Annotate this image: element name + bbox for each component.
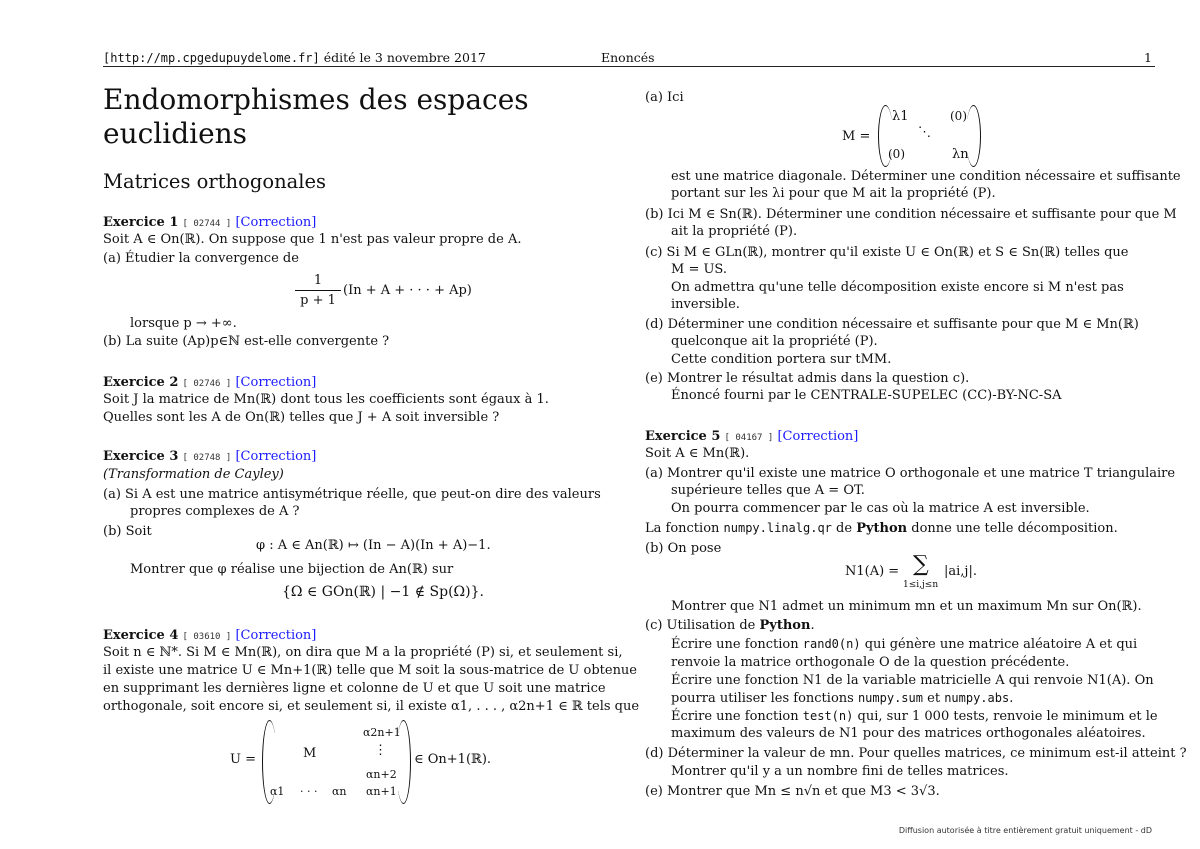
- ex1-frac-rest: (In + A + · · · + Ap): [343, 283, 472, 298]
- ex3-line: Montrer que φ réalise une bijection de An(ℝ) sur: [130, 562, 454, 577]
- ex4-label: Exercice 4: [103, 628, 179, 643]
- header-date: édité le 3 novembre 2017: [323, 50, 486, 65]
- ex5-c-line2: [671, 636, 1137, 653]
- ex4-M-lambda1: λ1: [892, 109, 909, 124]
- ex5-d-text2: Montrer qu'il y a un nombre fini de telles matrices.: [671, 764, 1009, 779]
- ex2-line2: Quelles sont les A de On(ℝ) telles que J + A soit inversible ?: [103, 410, 500, 425]
- ex5-python-mid: de: [836, 521, 853, 536]
- ex5-c5-code2: numpy.abs: [944, 691, 1010, 705]
- page-number: 1: [1144, 50, 1152, 65]
- ex5-a-text3: On pourra commencer par le cas où la matrice A est inversible.: [671, 501, 1090, 516]
- ex2-correction-link[interactable]: [Correction]: [235, 375, 317, 390]
- ex3-formula2: {Ω ∈ GOn(ℝ) | −1 ∉ Sp(Ω)}.: [282, 584, 484, 600]
- ex4-correction-link[interactable]: [Correction]: [235, 628, 317, 643]
- ex5-python-bold: Python: [856, 521, 908, 536]
- ex5-label: Exercice 5: [645, 429, 721, 444]
- ex1-a: (a) Étudier la convergence de: [103, 251, 299, 266]
- ex3-formula1: φ : A ∈ An(ℝ) ↦ (In − A)(In + A)−1.: [256, 538, 491, 553]
- ex4-U-a1: α1: [270, 785, 285, 798]
- ex4-d-text3: Cette condition portera sur tMM.: [671, 352, 892, 367]
- header-url[interactable]: [http://mp.cpgedupuydelome.fr]: [103, 51, 320, 65]
- ex5-correction-link[interactable]: [Correction]: [777, 429, 859, 444]
- ex5-c6-pre: Écrire une fonction: [671, 709, 799, 724]
- ex5-a-text1: (a) Montrer qu'il existe une matrice O orthogonale et une matrice T triangulaire: [645, 466, 1176, 481]
- ex3-b: (b) Soit: [103, 524, 152, 539]
- ex5-python-code: numpy.linalg.qr: [723, 521, 832, 535]
- ex1-intro: Soit A ∈ On(ℝ). On suppose que 1 n'est pas valeur propre de A.: [103, 232, 522, 247]
- ex4-U-M: M: [303, 746, 317, 761]
- ex4-line1: Soit n ∈ ℕ*. Si M ∈ Mn(ℝ), on dira que M a la propriété (P) si, et seulement si,: [103, 645, 623, 660]
- ex5-N-eq: N1(A) =: [845, 564, 900, 579]
- header-section: Enoncés: [601, 50, 655, 65]
- ex4-d-text2: quelconque ait la propriété (P).: [671, 334, 878, 349]
- ex5-c-line6: [671, 708, 1158, 725]
- ex4-U-end: ∈ On+1(ℝ).: [414, 752, 492, 767]
- ex1-frac-num: 1: [313, 273, 323, 288]
- ex4-U-a2n1: α2n+1: [363, 726, 401, 739]
- ex5-c2-post: qui génère une matrice aléatoire A et qui: [864, 637, 1138, 652]
- ex3-heading: [103, 448, 316, 467]
- ex5-python-line: [645, 520, 1118, 537]
- ex5-c5-code1: numpy.sum: [857, 691, 923, 705]
- ex2-label: Exercice 2: [103, 375, 179, 390]
- header-left: [103, 50, 486, 65]
- ex4-U-cdots: · · ·: [300, 785, 318, 798]
- ex3-a2: propres complexes de A ?: [130, 504, 300, 519]
- ex5-intro: Soit A ∈ Mn(ℝ).: [645, 446, 750, 461]
- ex4-M-eq: M =: [842, 129, 871, 144]
- ex3-label: Exercice 3: [103, 449, 179, 464]
- ex3-a1: (a) Si A est une matrice antisymétrique réelle, que peut-on dire des valeurs: [103, 487, 601, 502]
- ex5-c-heading: [645, 617, 815, 634]
- ex4-c-text2: M = US.: [671, 262, 727, 277]
- ex4-e-text1: (e) Montrer le résultat admis dans la question c).: [645, 371, 970, 386]
- ex5-a-text2: supérieure telles que A = OT.: [671, 483, 865, 498]
- ex1-a-end: lorsque p → +∞.: [130, 316, 237, 331]
- ex4-c-text1: (c) Si M ∈ GLn(ℝ), montrer qu'il existe U ∈ On(ℝ) et S ∈ Sn(ℝ) telles que: [645, 245, 1129, 260]
- ex4-c-text4: inversible.: [671, 297, 740, 312]
- ex5-code: [ 04167 ]: [724, 433, 774, 443]
- ex4-a-text2: portant sur les λi pour que M ait la propriété (P).: [671, 186, 996, 201]
- ex2-line1: Soit J la matrice de Mn(ℝ) dont tous les coefficients sont égaux à 1.: [103, 392, 549, 407]
- ex3-code: [ 02748 ]: [182, 453, 232, 463]
- ex5-c6-code: test(n): [802, 709, 854, 723]
- ex5-b-text2: Montrer que N1 admet un minimum mn et un maximum Mn sur On(ℝ).: [671, 599, 1142, 614]
- doc-title-line2: euclidiens: [103, 117, 248, 150]
- ex5-c5-mid: et: [927, 691, 941, 706]
- ex4-e-source: Énoncé fourni par le CENTRALE-SUPELEC (CC)-BY-NC-SA: [671, 388, 1062, 403]
- ex5-c-line5: [671, 690, 1013, 707]
- ex5-d-text1: (d) Déterminer la valeur de mn. Pour quelles matrices, ce minimum est-il atteint ?: [645, 746, 1187, 761]
- ex5-c-line4: Écrire une fonction N1 de la variable matricielle A qui renvoie N1(A). On: [671, 673, 1154, 688]
- ex4-b-text2: ait la propriété (P).: [671, 224, 798, 239]
- ex4-line3: en supprimant les dernières ligne et colonne de U et que U soit une matrice: [103, 681, 606, 696]
- ex5-python-pre: La fonction: [645, 521, 720, 536]
- ex4-U-eq: U =: [230, 752, 256, 767]
- ex5-c-line7: maximum des valeurs de N1 pour des matrices orthogonales aléatoires.: [671, 726, 1146, 741]
- ex4-c-text3: On admettra qu'une telle décomposition existe encore si M n'est pas: [671, 280, 1124, 295]
- ex5-c-end: .: [810, 618, 815, 633]
- ex4-U-vdots: ⋮: [374, 743, 387, 758]
- ex5-c-pre: (c) Utilisation de: [645, 618, 756, 633]
- ex4-U-an1: αn+1: [366, 785, 397, 798]
- doc-title-line1: Endomorphismes des espaces: [103, 83, 529, 116]
- page-header: [103, 50, 1155, 67]
- ex5-c5-pre: pourra utiliser les fonctions: [671, 691, 854, 706]
- ex1-correction-link[interactable]: [Correction]: [235, 215, 317, 230]
- ex5-python-post: donne une telle décomposition.: [911, 521, 1118, 536]
- ex4-line4: orthogonale, soit encore si, et seulement si, il existe α1, . . . , α2n+1 ∈ ℝ tels que: [103, 699, 640, 714]
- ex4-a-label: (a) Ici: [645, 90, 684, 105]
- ex4-b-text1: (b) Ici M ∈ Sn(ℝ). Déterminer une condition nécessaire et suffisante pour que M: [645, 207, 1177, 222]
- ex4-a-text1: est une matrice diagonale. Déterminer une condition nécessaire et suffisante: [671, 169, 1181, 184]
- ex5-sum-subscript: 1≤i,j≤n: [903, 580, 939, 590]
- ex1-frac-den: p + 1: [300, 293, 336, 308]
- ex5-c-bold: Python: [759, 618, 811, 633]
- ex4-M-ddots: ⋱: [918, 125, 931, 140]
- ex5-c5-end: .: [1009, 691, 1014, 706]
- ex5-b-text1: (b) On pose: [645, 541, 722, 556]
- ex4-d-text1: (d) Déterminer une condition nécessaire et suffisante pour que M ∈ Mn(ℝ): [645, 317, 1139, 332]
- ex4-M-zero-bottom: (0): [888, 147, 905, 161]
- page-footer: Diffusion autorisée à titre entièrement gratuit uniquement - dD: [898, 826, 1152, 835]
- ex3-subtitle: (Transformation de Cayley): [103, 467, 284, 482]
- ex1-frac-bar: [295, 290, 341, 291]
- ex1-label: Exercice 1: [103, 215, 179, 230]
- ex5-c2-pre: Écrire une fonction: [671, 637, 799, 652]
- ex4-U-an: αn: [332, 785, 347, 798]
- ex4-M-zero-top: (0): [950, 109, 967, 123]
- ex3-correction-link[interactable]: [Correction]: [235, 449, 317, 464]
- ex4-code: [ 03610 ]: [182, 632, 232, 642]
- ex1-code: [ 02744 ]: [182, 219, 232, 229]
- ex1-b: (b) La suite (Ap)p∈ℕ est-elle convergente ?: [103, 334, 390, 349]
- ex4-line2: il existe une matrice U ∈ Mn+1(ℝ) telle que M soit la sous-matrice de U obtenue: [103, 663, 638, 678]
- ex2-code: [ 02746 ]: [182, 379, 232, 389]
- ex5-e-text: (e) Montrer que Mn ≤ n√n et que M3 < 3√3.: [645, 784, 940, 799]
- ex5-c6-post: qui, sur 1 000 tests, renvoie le minimum et le: [857, 709, 1158, 724]
- ex5-c2-code: rand0(n): [802, 637, 861, 651]
- section-title: Matrices orthogonales: [103, 170, 327, 193]
- ex5-sum-term: |ai,j|.: [944, 564, 977, 579]
- ex5-sum-symbol: ∑: [913, 552, 929, 577]
- ex4-U-an2: αn+2: [366, 768, 397, 781]
- ex5-c-line3: renvoie la matrice orthogonale O de la question précédente.: [671, 655, 1070, 670]
- ex4-M-lambdan: λn: [952, 147, 969, 162]
